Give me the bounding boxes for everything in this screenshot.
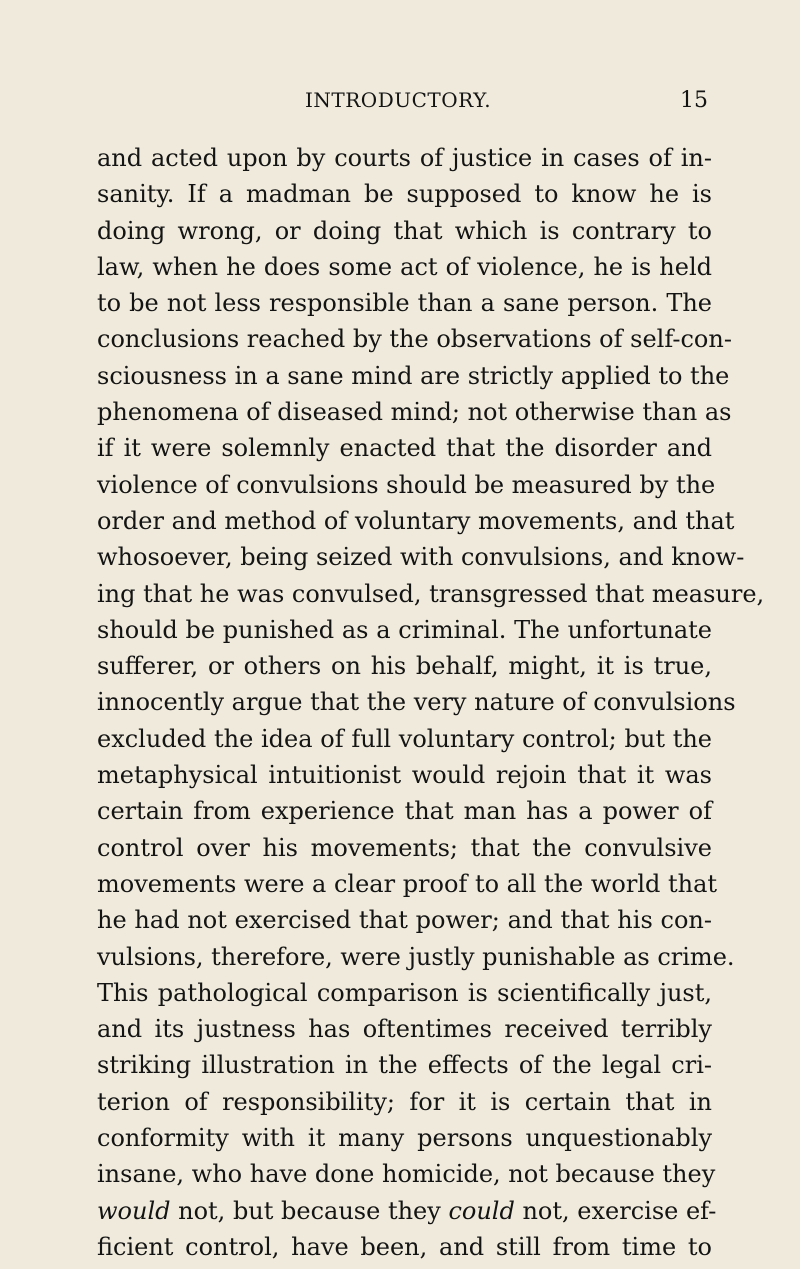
text-line-9: if it were solemnly enacted that the disorder and — [97, 434, 712, 463]
text-line-22: he had not exercised that power; and that his con- — [97, 906, 712, 935]
text-line-14: should be punished as a criminal. The unfortunate — [97, 615, 712, 644]
text-line-23: vulsions, therefore, were justly punishable as crime. — [97, 942, 735, 971]
text-line-6: conclusions reached by the observations of self-con- — [97, 325, 732, 354]
text-line-7: sciousness in a sane mind are strictly applied to the — [97, 361, 730, 390]
text-line-18: metaphysical intuitionist would rejoin that it was — [97, 761, 712, 790]
line-30-text-2: not, exercise ef- — [514, 1196, 717, 1225]
text-line-24: This pathological comparison is scientifically just, — [97, 978, 712, 1007]
body-text — [97, 140, 765, 1265]
text-line-28: conformity with it many persons unquestionably — [97, 1124, 712, 1153]
text-line-29: insane, who have done homicide, not because they — [97, 1160, 716, 1189]
text-line-10: violence of convulsions should be measured by the — [97, 470, 716, 499]
text-line-12: whosoever, being seized with convulsions, and know- — [97, 543, 745, 572]
text-line-11: order and method of voluntary movements, and that — [97, 506, 735, 535]
text-line-21: movements were a clear proof to all the world that — [97, 869, 718, 898]
text-line-8: phenomena of diseased mind; not otherwise than as — [97, 398, 732, 427]
text-line-17: excluded the idea of full voluntary control; but the — [97, 724, 712, 753]
line-30-text-1: not, but because they — [170, 1196, 449, 1225]
text-line-13: ing that he was convulsed, transgressed that measure, — [97, 579, 765, 608]
text-line-30 — [97, 1193, 717, 1229]
text-line-16: innocently argue that the very nature of convulsions — [97, 688, 736, 717]
italic-would: would — [97, 1196, 171, 1225]
text-line-26: striking illustration in the effects of the legal cri- — [97, 1051, 712, 1080]
text-line-1: and acted upon by courts of justice in cases of in- — [97, 144, 712, 172]
text-line-19: certain from experience that man has a power of — [97, 797, 712, 826]
text-line-4: law, when he does some act of violence, he is held — [97, 252, 712, 281]
running-head: INTRODUCTORY. — [305, 88, 492, 112]
page-number: 15 — [680, 88, 708, 113]
text-line-5: to be not less responsible than a sane person. The — [97, 289, 712, 318]
text-line-3: doing wrong, or doing that which is contrary to — [97, 216, 712, 245]
text-line-31: ficient control, have been, and still from time to — [97, 1232, 712, 1261]
text-line-15: sufferer, or others on his behalf, might, it is true, — [97, 652, 712, 681]
text-line-20: control over his movements; that the convulsive — [97, 833, 712, 862]
italic-could: could — [448, 1196, 515, 1225]
text-line-27: terion of responsibility; for it is certain that in — [97, 1087, 712, 1116]
text-line-25: and its justness has oftentimes received terribly — [97, 1015, 712, 1044]
text-line-2: sanity. If a madman be supposed to know he is — [97, 180, 712, 209]
